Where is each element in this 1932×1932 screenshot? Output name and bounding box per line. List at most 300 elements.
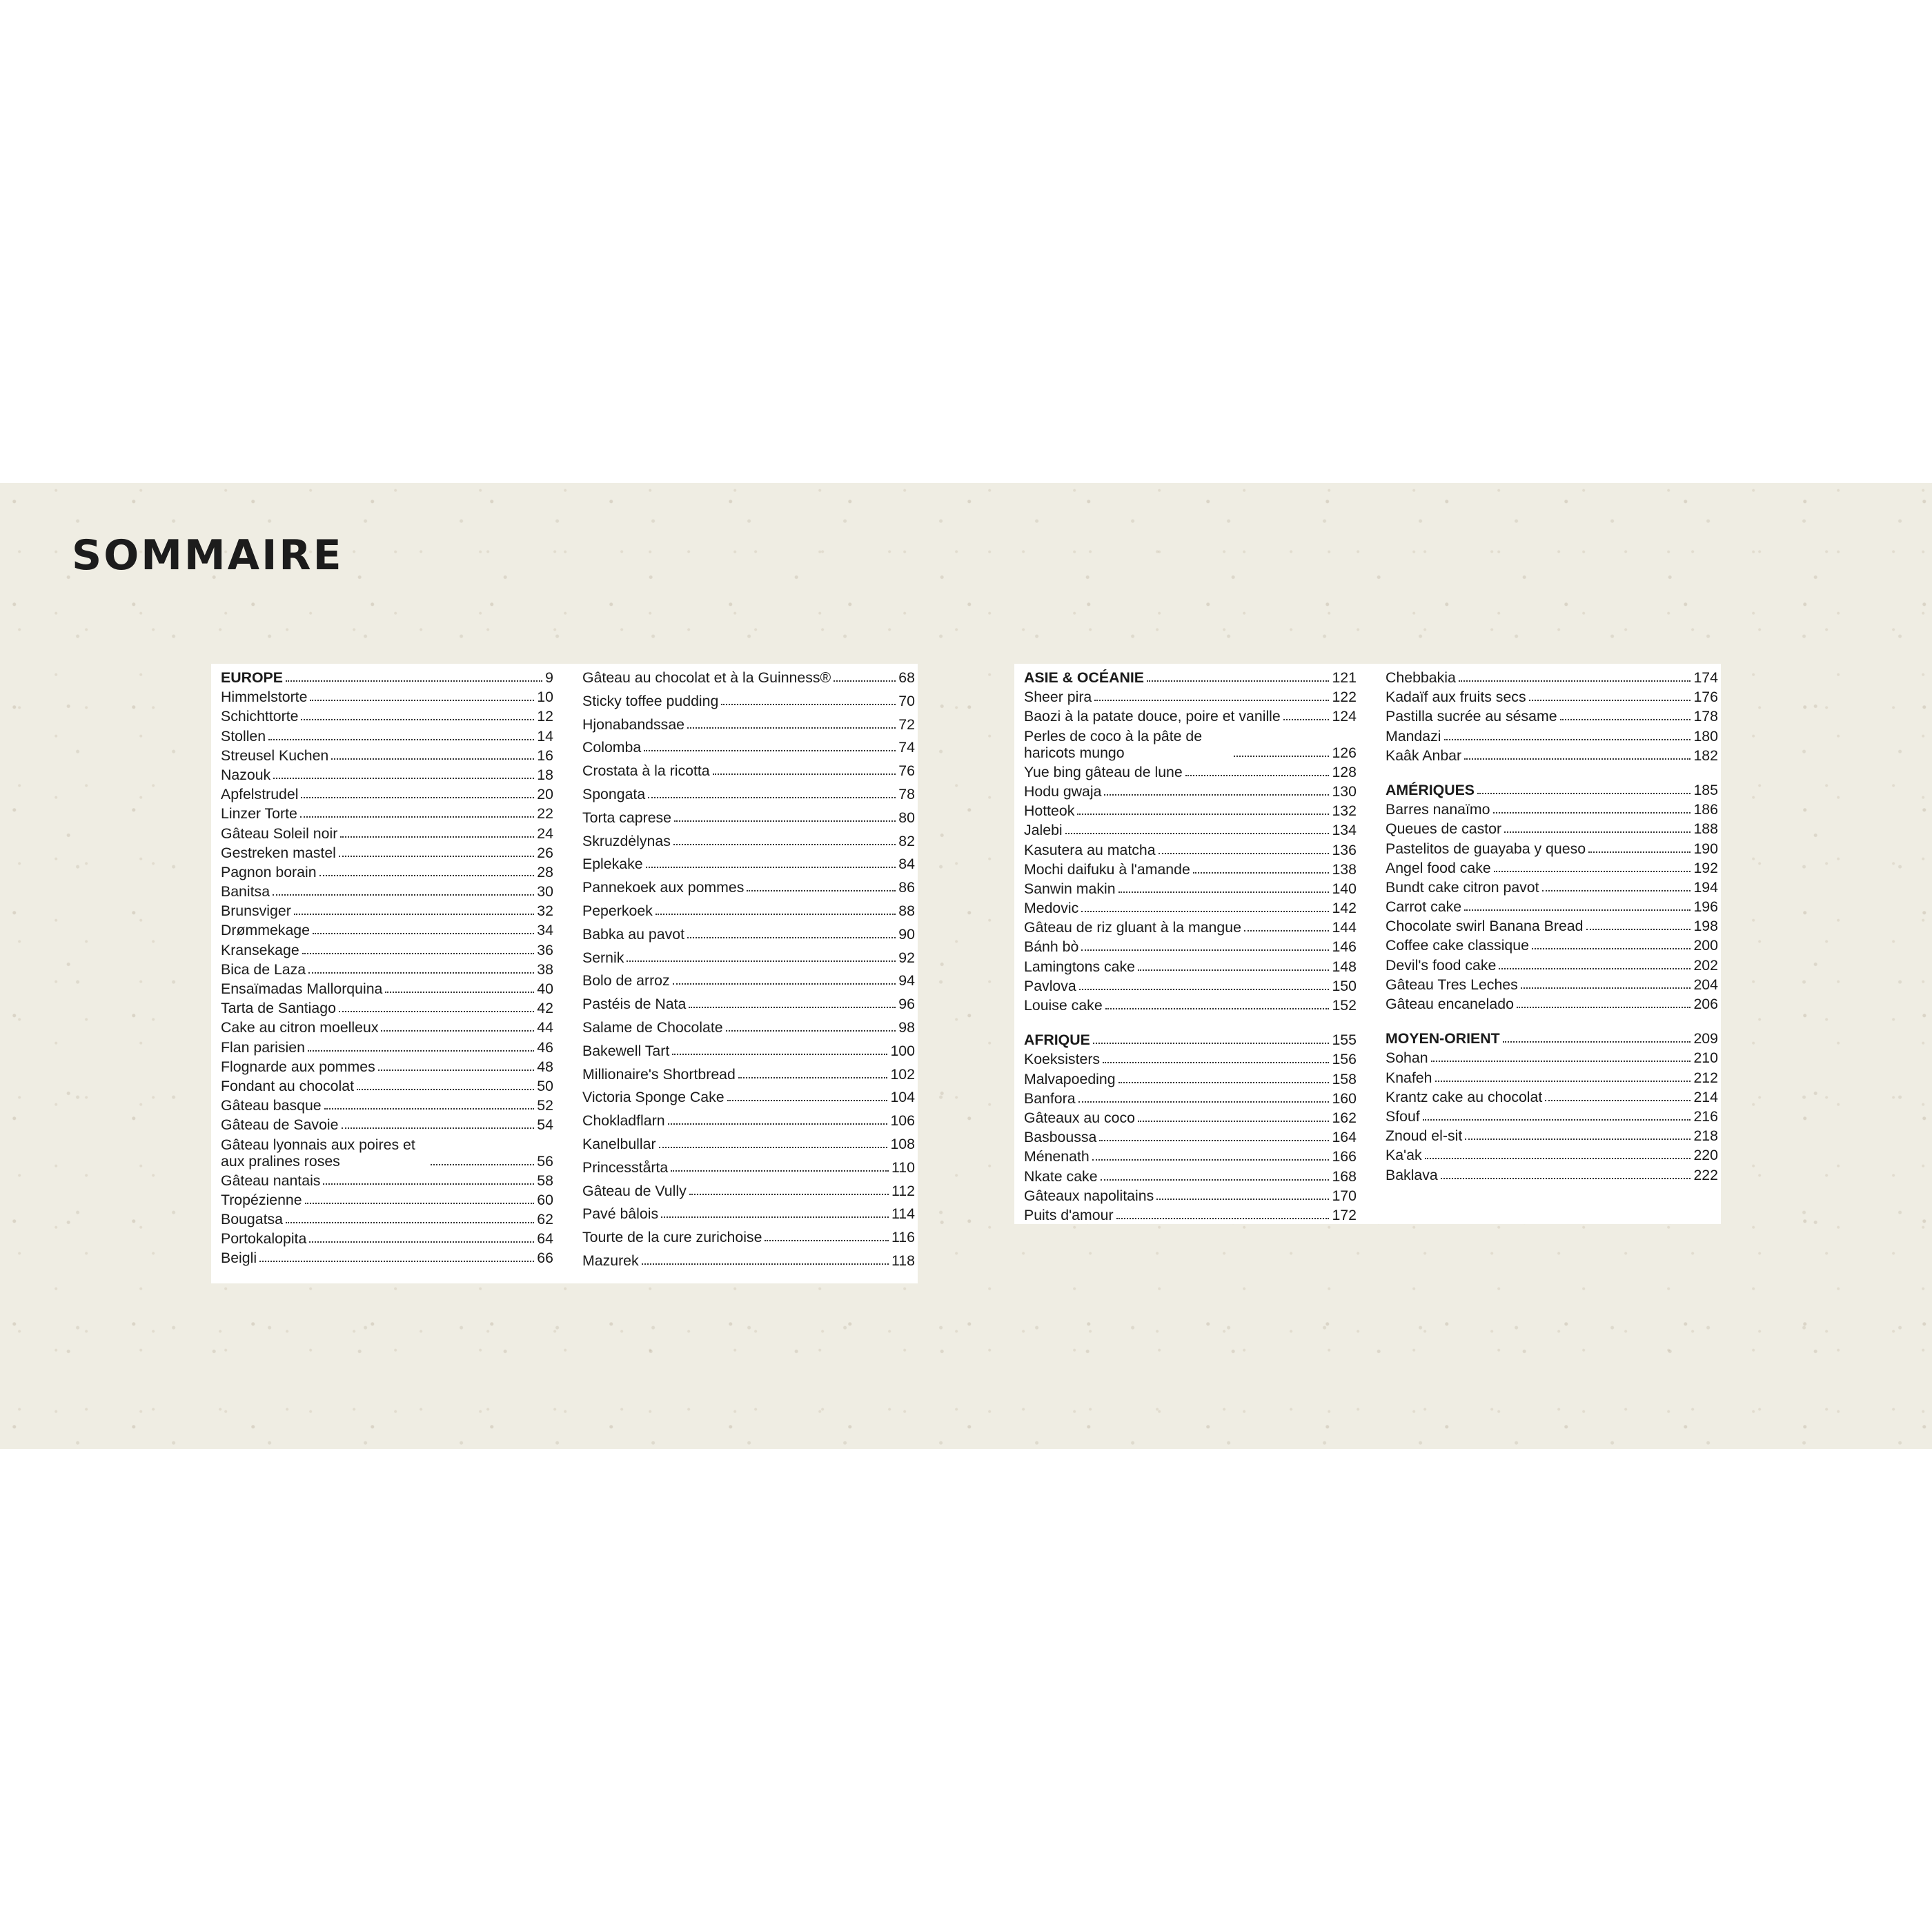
toc-entry-title: Lamingtons cake: [1024, 958, 1136, 975]
toc-entry-title: Bolo de arroz: [582, 972, 670, 989]
dot-leader: [671, 1170, 889, 1172]
toc-page-number: 142: [1332, 900, 1357, 917]
toc-entry-title: Sticky toffee pudding: [582, 692, 719, 709]
dot-leader: [1545, 1100, 1690, 1101]
dot-leader: [1542, 890, 1691, 891]
toc-entry[interactable]: [1024, 900, 1357, 916]
toc-entry[interactable]: [1024, 1168, 1357, 1185]
dot-leader: [661, 1216, 889, 1218]
toc-entry[interactable]: [221, 728, 553, 745]
toc-entry[interactable]: [221, 903, 553, 919]
toc-entry-title: Cake au citron moelleux: [221, 1019, 379, 1036]
toc-entry[interactable]: [1024, 822, 1357, 838]
toc-page-number: 202: [1693, 956, 1718, 974]
toc-entry[interactable]: [582, 879, 915, 896]
toc-entry[interactable]: [1024, 764, 1357, 780]
dot-leader: [1234, 756, 1329, 757]
dot-leader: [738, 1077, 888, 1078]
toc-entry[interactable]: [221, 1116, 553, 1133]
toc-column: [1386, 669, 1718, 1186]
toc-entry-title: Pavlova: [1024, 977, 1076, 994]
toc-entry-title: Streusel Kuchen: [221, 747, 329, 764]
toc-page-number: 222: [1693, 1166, 1718, 1183]
toc-entry[interactable]: [1386, 1167, 1718, 1183]
toc-entry[interactable]: [221, 864, 553, 880]
dot-leader: [687, 727, 896, 729]
toc-entry[interactable]: [582, 739, 915, 756]
toc-entry[interactable]: [582, 669, 915, 686]
toc-entry[interactable]: [221, 767, 553, 783]
toc-entry[interactable]: [1024, 958, 1357, 975]
toc-entry[interactable]: [221, 1136, 553, 1170]
toc-page-number: 122: [1332, 689, 1357, 706]
toc-page-number: 68: [898, 669, 915, 686]
toc-page-number: 12: [537, 708, 553, 725]
toc-entry[interactable]: [221, 980, 553, 997]
toc-entry[interactable]: [221, 922, 553, 938]
toc-page-number: 34: [537, 922, 553, 939]
toc-page-number: 92: [898, 949, 915, 966]
toc-page-number: 100: [890, 1042, 915, 1059]
toc-page-number: 84: [898, 856, 915, 873]
dot-leader: [1156, 1199, 1329, 1200]
dot-leader: [689, 1194, 889, 1195]
toc-entry[interactable]: [1386, 937, 1718, 954]
toc-entry-title: Tourte de la cure zurichoise: [582, 1229, 762, 1246]
toc-page-number: 176: [1693, 689, 1718, 706]
toc-entry[interactable]: [1386, 820, 1718, 837]
toc-entry-title: Gâteau de Savoie: [221, 1116, 339, 1134]
toc-entry-title: EUROPE: [221, 669, 283, 686]
toc-entry[interactable]: [221, 1250, 553, 1266]
toc-entry[interactable]: [1386, 918, 1718, 934]
toc-entry-title: Colomba: [582, 739, 642, 756]
toc-entry[interactable]: [1386, 898, 1718, 915]
toc-entry-title: Victoria Sponge Cake: [582, 1089, 724, 1106]
dot-leader: [294, 914, 535, 915]
toc-entry[interactable]: [1024, 919, 1357, 936]
toc-entry[interactable]: [1386, 689, 1718, 705]
toc-entry[interactable]: [1386, 860, 1718, 876]
toc-entry-title: Princesstårta: [582, 1159, 669, 1176]
toc-entry[interactable]: [221, 1039, 553, 1056]
dot-leader: [1078, 1101, 1330, 1103]
toc-entry[interactable]: [582, 1019, 915, 1036]
toc-entry-title: Baozi à la patate douce, poire et vanille: [1024, 708, 1281, 725]
toc-entry[interactable]: [1386, 728, 1718, 745]
toc-page-number: 90: [898, 925, 915, 943]
toc-page-number: 140: [1332, 880, 1357, 897]
toc-page-number: 132: [1332, 802, 1357, 820]
dot-leader: [1560, 719, 1691, 720]
dot-leader: [286, 680, 542, 682]
toc-page-number: 134: [1332, 822, 1357, 839]
dot-leader: [1499, 968, 1690, 969]
toc-entry-title: Bundt cake citron pavot: [1386, 878, 1539, 896]
dot-leader: [627, 960, 896, 962]
toc-entry[interactable]: [221, 942, 553, 958]
dot-leader: [385, 992, 534, 993]
toc-page-number: 86: [898, 879, 915, 896]
toc-entry[interactable]: [1024, 1090, 1357, 1107]
toc-entry-title: Sernik: [582, 949, 624, 966]
dot-leader: [1517, 1007, 1691, 1008]
toc-entry[interactable]: [221, 1172, 553, 1189]
toc-entry[interactable]: [1386, 708, 1718, 724]
toc-entry[interactable]: [582, 949, 915, 966]
toc-entry-title: Mazurek: [582, 1252, 639, 1269]
toc-page-number: 18: [537, 766, 553, 783]
toc-entry-title: Sheer pira: [1024, 689, 1092, 706]
toc-page-number: 54: [537, 1116, 553, 1134]
toc-page-number: 118: [891, 1252, 915, 1269]
toc-entry[interactable]: [221, 689, 553, 705]
toc-entry[interactable]: [1386, 1049, 1718, 1066]
toc-page-number: 66: [537, 1250, 553, 1267]
toc-entry-title: Sfouf: [1386, 1107, 1420, 1125]
toc-entry[interactable]: [1024, 978, 1357, 994]
toc-entry[interactable]: [221, 845, 553, 861]
toc-entry[interactable]: [582, 809, 915, 826]
toc-entry-title: Eplekake: [582, 856, 643, 873]
toc-entry[interactable]: [221, 1211, 553, 1228]
toc-entry[interactable]: [582, 716, 915, 733]
dot-leader: [1185, 775, 1330, 776]
toc-page-number: 62: [537, 1211, 553, 1228]
toc-page-number: 166: [1332, 1148, 1357, 1165]
toc-column: [221, 669, 553, 1270]
toc-page-number: 36: [537, 941, 553, 958]
toc-page-number: 182: [1693, 747, 1718, 764]
toc-entry[interactable]: [582, 926, 915, 943]
toc-entry-title: Angel food cake: [1386, 859, 1491, 876]
toc-entry[interactable]: [221, 1019, 553, 1036]
toc-page-number: 108: [890, 1135, 915, 1152]
toc-entry-title: Spongata: [582, 785, 646, 802]
toc-entry-title: Torta caprese: [582, 809, 672, 826]
toc-page-number: 22: [537, 805, 553, 822]
dot-leader: [1065, 833, 1330, 834]
toc-entry[interactable]: [1024, 689, 1357, 705]
toc-page-number: 158: [1332, 1070, 1357, 1087]
toc-page-number: 112: [891, 1182, 915, 1199]
toc-page-number: 220: [1693, 1147, 1718, 1164]
toc-page-number: 144: [1332, 919, 1357, 936]
toc-entry-title: Gâteaux au coco: [1024, 1109, 1136, 1126]
dot-leader: [313, 933, 534, 934]
toc-entry-title: Drømmekage: [221, 922, 310, 939]
toc-entry-title: Flan parisien: [221, 1038, 305, 1056]
toc-page-number: 116: [891, 1229, 915, 1246]
toc-entry-title: Gâteau de riz gluant à la mangue: [1024, 919, 1241, 936]
toc-entry-title: Znoud el-sit: [1386, 1127, 1463, 1145]
toc-entry-title: Gâteau de Vully: [582, 1182, 687, 1199]
toc-entry[interactable]: [582, 1043, 915, 1059]
toc-entry[interactable]: [1024, 997, 1357, 1014]
dot-leader: [1441, 1178, 1691, 1179]
dot-leader: [302, 953, 535, 954]
toc-page-number: 20: [537, 786, 553, 803]
toc-page-number: 156: [1332, 1051, 1357, 1068]
toc-entry[interactable]: [582, 833, 915, 849]
toc-page-number: 56: [537, 1152, 553, 1170]
toc-entry[interactable]: [1386, 1070, 1718, 1086]
dot-leader: [273, 894, 534, 896]
toc-entry[interactable]: [1024, 708, 1357, 724]
dot-leader: [1099, 1140, 1329, 1141]
dot-leader: [648, 797, 896, 798]
toc-entry-title: Perles de coco à la pâte de haricots mungo: [1024, 727, 1203, 761]
toc-panel-right: [1014, 664, 1721, 1224]
toc-entry[interactable]: [582, 1229, 915, 1245]
dot-leader: [1105, 1008, 1330, 1009]
toc-entry-title: Bánh bò: [1024, 938, 1079, 956]
toc-page-number: 146: [1332, 938, 1357, 956]
toc-entry[interactable]: [1386, 996, 1718, 1012]
toc-entry-title: Yue bing gâteau de lune: [1024, 763, 1183, 780]
toc-entry-title: AMÉRIQUES: [1386, 781, 1475, 798]
dot-leader: [1093, 1043, 1330, 1044]
dot-leader: [1586, 929, 1691, 930]
dot-leader: [1493, 812, 1691, 814]
dot-leader: [1588, 851, 1690, 853]
toc-entry[interactable]: [1024, 1051, 1357, 1067]
toc-section-heading[interactable]: [1386, 1030, 1718, 1047]
page-title: SOMMAIRE: [72, 531, 344, 580]
toc-entry[interactable]: [1386, 976, 1718, 993]
dot-leader: [674, 820, 896, 822]
toc-entry-title: Pavé bâlois: [582, 1205, 659, 1223]
toc-page-number: 96: [898, 996, 915, 1013]
toc-entry[interactable]: [221, 883, 553, 900]
toc-entry[interactable]: [221, 825, 553, 842]
toc-entry[interactable]: [1024, 1071, 1357, 1087]
toc-entry[interactable]: [582, 693, 915, 709]
toc-section-heading[interactable]: [221, 669, 553, 686]
toc-entry[interactable]: [582, 786, 915, 802]
toc-entry[interactable]: [221, 1097, 553, 1114]
dot-leader: [319, 875, 535, 876]
toc-column: [582, 669, 915, 1276]
toc-entry[interactable]: [221, 1058, 553, 1075]
toc-entry-title: Banfora: [1024, 1090, 1076, 1107]
toc-page-number: 172: [1332, 1206, 1357, 1223]
toc-entry[interactable]: [582, 1159, 915, 1176]
dot-leader: [689, 1007, 896, 1008]
toc-page-number: 16: [537, 747, 553, 764]
toc-entry-title: Pastilla sucrée au sésame: [1386, 708, 1557, 725]
toc-page-number: 190: [1693, 840, 1718, 857]
dot-leader: [1077, 814, 1329, 815]
toc-entry-title: Koeksisters: [1024, 1051, 1101, 1068]
dot-leader: [727, 1100, 888, 1101]
dot-leader: [268, 739, 534, 740]
toc-page-number: 209: [1693, 1030, 1718, 1047]
toc-entry-title: Hotteok: [1024, 802, 1075, 820]
toc-entry-title: Kasutera au matcha: [1024, 841, 1156, 858]
toc-entry[interactable]: [1024, 861, 1357, 878]
toc-page-number: 128: [1332, 763, 1357, 780]
toc-page-number: 14: [537, 727, 553, 745]
toc-entry[interactable]: [1024, 728, 1357, 761]
toc-entry-title: Jalebi: [1024, 822, 1063, 839]
toc-page-number: 214: [1693, 1088, 1718, 1105]
toc-entry[interactable]: [582, 762, 915, 779]
toc-page-number: 155: [1332, 1032, 1357, 1049]
dot-leader: [726, 1030, 896, 1032]
toc-entry-title: Gâteau nantais: [221, 1172, 321, 1189]
toc-entry-title: Louise cake: [1024, 997, 1103, 1014]
toc-entry[interactable]: [582, 856, 915, 872]
toc-entry[interactable]: [221, 961, 553, 978]
toc-entry-title: Mochi daifuku à l'amande: [1024, 860, 1190, 878]
dot-leader: [1444, 739, 1691, 740]
section-spacer: [1386, 1015, 1718, 1030]
toc-entry[interactable]: [221, 1230, 553, 1247]
toc-entry[interactable]: [221, 747, 553, 764]
toc-entry[interactable]: [1024, 880, 1357, 897]
dot-leader: [1094, 700, 1329, 701]
dot-leader: [1431, 1061, 1691, 1062]
dot-leader: [431, 1164, 534, 1165]
toc-entry-title: Baklava: [1386, 1166, 1438, 1183]
toc-entry[interactable]: [221, 708, 553, 724]
toc-entry[interactable]: [1386, 1089, 1718, 1105]
toc-entry-title: Queues de castor: [1386, 820, 1502, 838]
dot-leader: [286, 1222, 534, 1223]
toc-entry[interactable]: [582, 1252, 915, 1269]
toc-entry[interactable]: [221, 1192, 553, 1208]
toc-entry[interactable]: [1386, 879, 1718, 896]
toc-page-number: 170: [1332, 1187, 1357, 1204]
dot-leader: [673, 983, 896, 985]
toc-entry[interactable]: [1386, 957, 1718, 974]
dot-leader: [1283, 719, 1330, 720]
toc-page-number: 30: [537, 883, 553, 900]
toc-entry[interactable]: [582, 903, 915, 919]
dot-leader: [1503, 1041, 1691, 1043]
toc-entry[interactable]: [221, 1000, 553, 1016]
toc-entry-title: Hodu gwaja: [1024, 782, 1102, 800]
toc-entry[interactable]: [1386, 840, 1718, 857]
toc-entry-title: Nazouk: [221, 766, 271, 783]
toc-entry[interactable]: [1386, 1147, 1718, 1163]
toc-page-number: 46: [537, 1038, 553, 1056]
dot-leader: [1494, 871, 1691, 872]
toc-page-number: 218: [1693, 1127, 1718, 1145]
toc-entry[interactable]: [1024, 1110, 1357, 1126]
dot-leader: [1118, 1082, 1330, 1083]
toc-entry-title: Ka'ak: [1386, 1147, 1422, 1164]
toc-entry-title: Pagnon borain: [221, 863, 317, 880]
toc-entry[interactable]: [1024, 783, 1357, 800]
toc-entry[interactable]: [1386, 1127, 1718, 1144]
toc-entry-title: Bica de Laza: [221, 960, 306, 978]
toc-page-number: 48: [537, 1058, 553, 1075]
toc-entry[interactable]: [582, 1066, 915, 1083]
toc-entry[interactable]: [1024, 938, 1357, 955]
toc-entry[interactable]: [1024, 802, 1357, 819]
dot-leader: [1435, 1081, 1691, 1082]
toc-column: [1024, 669, 1357, 1226]
toc-page-number: 216: [1693, 1107, 1718, 1125]
toc-page-number: 148: [1332, 958, 1357, 975]
toc-entry[interactable]: [1024, 842, 1357, 858]
toc-entry-title: Chebbakia: [1386, 669, 1456, 686]
dot-leader: [1118, 891, 1330, 893]
toc-entry[interactable]: [1386, 747, 1718, 764]
dot-leader: [644, 750, 896, 751]
toc-entry-title: Chokladflarn: [582, 1112, 665, 1130]
toc-page-number: 160: [1332, 1090, 1357, 1107]
toc-page-number: 110: [891, 1159, 915, 1176]
toc-entry-title: Medovic: [1024, 900, 1079, 917]
toc-section-heading[interactable]: [1024, 1032, 1357, 1048]
toc-entry[interactable]: [582, 1183, 915, 1199]
dot-leader: [340, 836, 534, 838]
toc-entry[interactable]: [1386, 669, 1718, 686]
toc-entry-title: Nkate cake: [1024, 1167, 1098, 1185]
toc-page-number: 98: [898, 1018, 915, 1036]
toc-section-heading[interactable]: [1386, 782, 1718, 798]
toc-entry[interactable]: [582, 972, 915, 989]
toc-entry[interactable]: [582, 1089, 915, 1105]
toc-entry[interactable]: [1024, 1129, 1357, 1145]
toc-entry[interactable]: [1386, 1108, 1718, 1125]
dot-leader: [378, 1070, 535, 1071]
toc-entry[interactable]: [582, 1112, 915, 1129]
toc-entry[interactable]: [221, 1078, 553, 1094]
dot-leader: [1193, 872, 1330, 874]
toc-entry-title: Gâteau Tres Leches: [1386, 976, 1518, 993]
toc-entry[interactable]: [582, 1136, 915, 1152]
toc-section-heading[interactable]: [1024, 669, 1357, 686]
toc-entry[interactable]: [582, 996, 915, 1012]
toc-page-number: 28: [537, 863, 553, 880]
toc-entry[interactable]: [1024, 1148, 1357, 1165]
toc-entry[interactable]: [221, 786, 553, 802]
toc-page-number: 206: [1693, 996, 1718, 1012]
toc-page-number: 24: [537, 825, 553, 842]
toc-entry[interactable]: [221, 805, 553, 822]
toc-page-number: 192: [1693, 859, 1718, 876]
toc-page-number: 180: [1693, 727, 1718, 745]
toc-page-number: 32: [537, 903, 553, 920]
toc-entry-title: Krantz cake au chocolat: [1386, 1088, 1543, 1105]
toc-entry-title: Stollen: [221, 727, 266, 745]
toc-entry[interactable]: [582, 1205, 915, 1222]
dot-leader: [1101, 1179, 1330, 1181]
toc-entry-title: Kransekage: [221, 941, 299, 958]
toc-page-number: 82: [898, 832, 915, 849]
toc-entry[interactable]: [1024, 1207, 1357, 1223]
dot-leader: [301, 719, 534, 720]
toc-entry[interactable]: [1386, 801, 1718, 818]
dot-leader: [357, 1089, 534, 1090]
toc-page-number: 114: [891, 1205, 915, 1223]
dot-leader: [673, 844, 896, 845]
toc-entry-title: Devil's food cake: [1386, 956, 1497, 974]
dot-leader: [308, 1050, 534, 1052]
dot-leader: [1159, 853, 1330, 854]
dot-leader: [339, 856, 534, 857]
dot-leader: [1116, 1218, 1330, 1219]
toc-page-number: 136: [1332, 841, 1357, 858]
dot-leader: [1423, 1119, 1691, 1121]
toc-entry[interactable]: [1024, 1187, 1357, 1204]
toc-page-number: 70: [898, 692, 915, 709]
section-spacer: [1024, 1016, 1357, 1032]
